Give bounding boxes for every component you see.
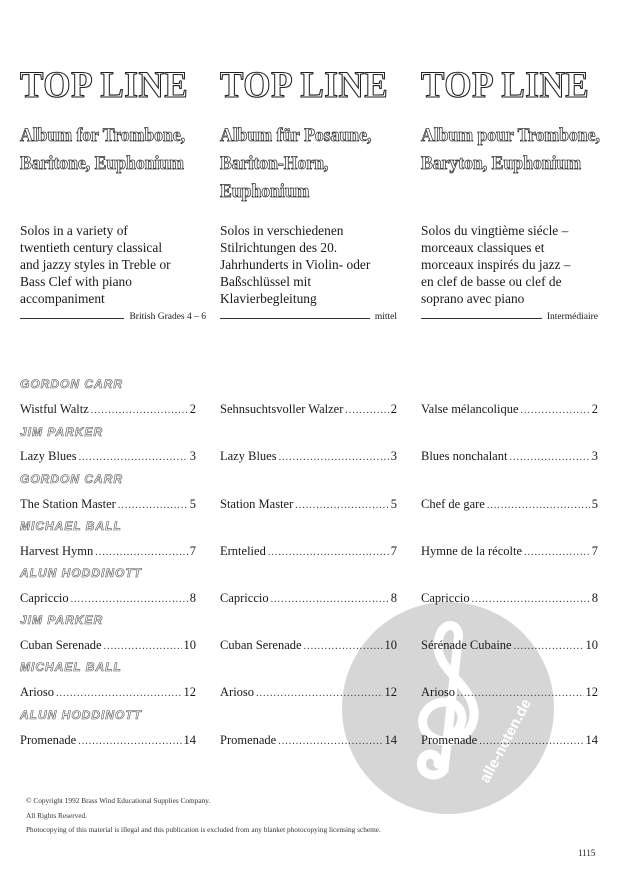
title-en: Arioso [20,685,55,699]
title-de: Erntelied [220,544,266,558]
page-number: 12 [384,685,397,699]
copyright-line: © Copyright 1992 Brass Wind Educational Supplies Company. [26,796,211,805]
grade-rule [20,318,124,319]
leader-dots [487,500,590,511]
leader-dots [104,641,182,652]
watermark-logo [340,600,556,816]
title-en: Capriccio [20,591,69,605]
title-de: Lazy Blues [220,449,277,463]
entry-de [220,638,397,654]
entry-fr [421,402,598,418]
entry-fr [421,638,598,654]
page-number: 7 [189,544,196,558]
title-de: Capriccio [220,591,269,605]
composer-name: GORDON CARR [20,377,123,391]
leader-dots [118,500,188,511]
entry-fr [421,497,598,513]
page-number: 5 [390,497,397,511]
entry-de [220,497,397,513]
entry-en [20,638,196,654]
leader-dots [95,547,188,558]
page-number: 10 [384,638,397,652]
page-number: 2 [390,402,397,416]
composer-name: ALUN HODDINOTT [20,708,142,722]
page-number: 3 [189,449,196,463]
entry-de [220,544,397,560]
leader-dots [295,500,388,511]
leader-dots [79,452,188,463]
title-en: Cuban Serenade [20,638,102,652]
title-de: Arioso [220,685,255,699]
title-de: Station Master [220,497,294,511]
page-number: 10 [183,638,196,652]
title-fr: Blues nonchalant [421,449,508,463]
leader-dots [271,594,389,605]
entry-en [20,544,196,560]
subtitle: Album pour Trombone, Baryton, Euphonium [421,125,600,174]
grade-rule [421,318,542,319]
leader-dots [509,452,589,463]
grade-row [421,309,598,323]
entry-en [20,733,196,749]
composer-name: GORDON CARR [20,472,123,486]
page-number: 2 [189,402,196,416]
entry-fr [421,685,598,701]
title-de: Sehnsuchtsvoller Walzer [220,402,344,416]
title-en: Wistful Waltz [20,402,89,416]
title-fr: Hymne de la récolte [421,544,522,558]
entry-en [20,449,196,465]
grade-row [20,309,206,323]
page-number: 2 [591,402,598,416]
leader-dots [457,688,583,699]
composer-name: MICHAEL BALL [20,660,122,674]
leader-dots [279,452,389,463]
title-fr: Chef de gare [421,497,485,511]
page-number: 14 [585,733,598,747]
entry-fr [421,449,598,465]
title-en: Promenade [20,733,77,747]
page-number: 12 [585,685,598,699]
grade-rule [220,318,370,319]
entry-de [220,591,397,607]
description: Solos in a variety of twentieth century classical and jazzy styles in Treble or Bass Clef with piano accompaniment [20,223,171,306]
entry-en [20,497,196,513]
rights-line: All Rights Reserved. [26,811,88,820]
entry-fr [421,544,598,560]
leader-dots [345,405,388,416]
page-number: 14 [183,733,196,747]
entry-en [20,591,196,607]
leader-dots [91,405,188,416]
page-number: 5 [189,497,196,511]
title-top-line: TOP LINE [20,65,189,106]
page-number: 3 [591,449,598,463]
page-number: 10 [585,638,598,652]
title-de: Cuban Serenade [220,638,302,652]
leader-dots [268,547,389,558]
leader-dots [524,547,590,558]
watermark-text: alle-noten.de [476,696,535,786]
grade-level: Intermédiaire [546,312,598,322]
entry-en [20,685,196,701]
title-top-line: TOP LINE [421,65,590,106]
leader-dots [256,688,382,699]
title-top-line: TOP LINE [220,65,389,106]
page-number: 7 [390,544,397,558]
entry-de [220,685,397,701]
description: Solos in verschiedenen Stilrichtungen des 20. Jahrhunderts in Violin- oder Baßschlüssel mit Klavierbegleitung [220,223,371,306]
page-number: 8 [189,591,196,605]
entry-de [220,402,397,418]
title-fr: Sérénade Cubaine [421,638,512,652]
leader-dots [78,736,181,747]
page-number: 8 [390,591,397,605]
description: Solos du vingtième siécle – morceaux classiques et morceaux inspirés du jazz – en clef de basse ou clef de soprano avec piano [421,223,571,306]
leader-dots [304,641,383,652]
grade-row [220,309,397,323]
grade-level: British Grades 4 – 6 [129,312,206,322]
photocopy-notice: Photocopying of this material is illegal and this publication is excluded from any blanket photocopying licensing scheme. [26,825,381,834]
composer-name: JIM PARKER [20,613,104,627]
title-fr: Promenade [421,733,478,747]
composer-name: MICHAEL BALL [20,519,122,533]
page-number: 7 [591,544,598,558]
entry-de [220,449,397,465]
composer-name: JIM PARKER [20,425,104,439]
title-fr: Valse mélancolique [421,402,519,416]
title-fr: Capriccio [421,591,470,605]
title-de: Promenade [220,733,277,747]
page-number: 12 [183,685,196,699]
subtitle: Album for Trombone, Baritone, Euphonium [20,125,186,174]
leader-dots [278,736,382,747]
entry-fr [421,591,598,607]
subtitle: Album für Posaune, Bariton-Horn, Euphonium [220,125,372,202]
leader-dots [514,641,584,652]
leader-dots [472,594,590,605]
leader-dots [56,688,181,699]
leader-dots [71,594,188,605]
entry-en [20,402,196,418]
title-en: Lazy Blues [20,449,77,463]
entry-de [220,733,397,749]
leader-dots [521,405,590,416]
grade-level: mittel [374,312,397,322]
page-number: 5 [591,497,598,511]
title-fr: Arioso [421,685,456,699]
composer-name: ALUN HODDINOTT [20,566,142,580]
catalog-number: 1115 [578,848,596,858]
page-number: 3 [390,449,397,463]
entry-fr [421,733,598,749]
title-en: Harvest Hymn [20,544,94,558]
page-number: 8 [591,591,598,605]
leader-dots [479,736,583,747]
title-en: The Station Master [20,497,116,511]
page-number: 14 [384,733,397,747]
